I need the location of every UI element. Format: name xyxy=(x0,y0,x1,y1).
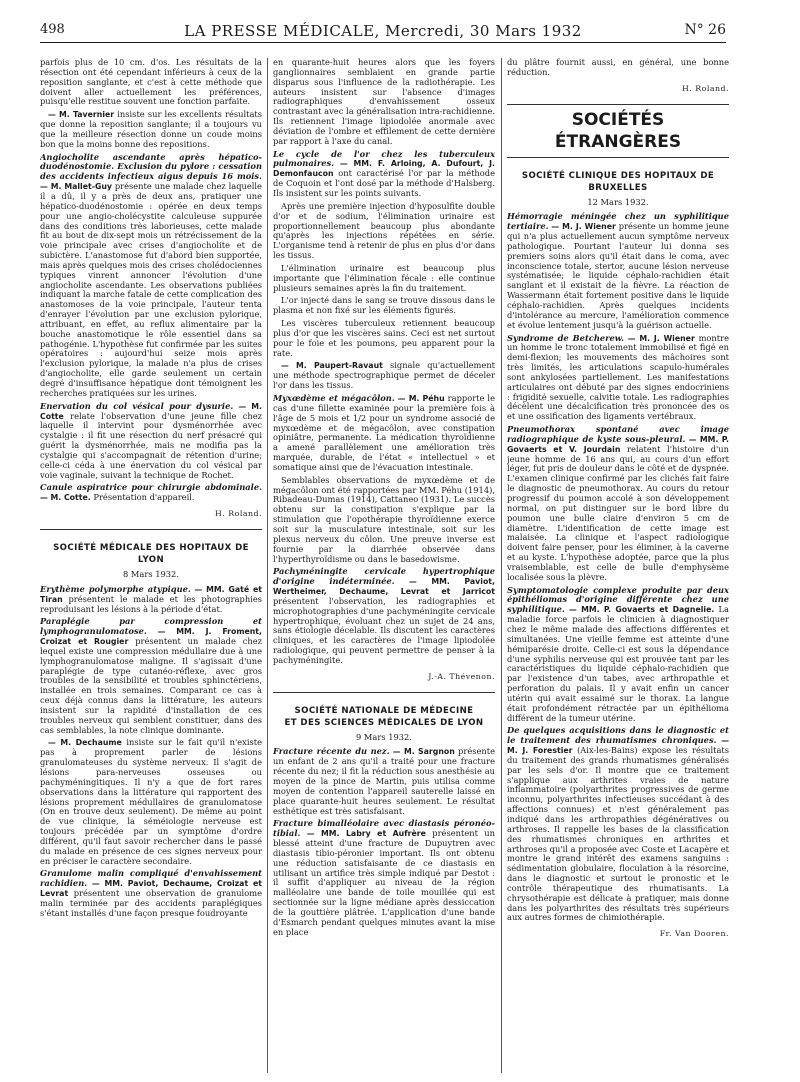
article xyxy=(507,726,729,923)
paragraph: du plâtre fournit aussi, en général, une bonne réduction. xyxy=(507,58,729,77)
author: — M. Sargnon xyxy=(392,747,455,757)
article-title: Paraplégie par compression et lymphogranulomatose. xyxy=(40,616,262,637)
section-heading: SOCIÉTÉS ÉTRANGÈRES xyxy=(507,104,729,158)
column-2 xyxy=(273,58,495,1073)
article xyxy=(40,483,262,503)
body-text: ont caractérisé l'or par la méthode de Coquoin et l'ont dosé par la méthode d'Halsberg. Ils insistent sur les points suivants. xyxy=(273,168,495,198)
author: — M. J. Wiener xyxy=(551,222,616,232)
paragraph xyxy=(507,334,729,423)
signature: J.-A. Thévenon. xyxy=(428,671,495,681)
author: — MM. P. Govaerts et V. Jourdain xyxy=(507,434,729,454)
paragraph xyxy=(273,819,495,937)
author: — MM. Gaté et Tiran xyxy=(40,584,262,604)
paragraph: parfois plus de 10 cm. d'os. Les résultats de la résection ont été cependant inférieurs à ceux de la reposition sanglante, et c'est à cette méthode que doivent aller actuellement les préférences, puisqu'elle restitue souvent une fonction parfaite. xyxy=(40,58,262,107)
author: — M. Cotte xyxy=(40,401,262,421)
article-title: Pneumothorax spontané avec image radiographique de kyste sous-pleural. xyxy=(507,424,729,444)
column-rule xyxy=(501,58,502,1073)
body-text: La maladie force parfois le clinicien à diagnostiquer chez le même malade des affections différentes et simultanées. Une vieille femme est atteinte d'une hémiparésie droite. Celle-ci est sous la dépendance d'une syphilis nerveuse qui est prouvée tant par les caractéristiques du liquide céphalo-rachidien que par l'existence d'un tabes, avec arthropathie et perforation du palais. Il y avait enfin un cancer utérin qui avait essaimé sur le thorax. La langue était profondément rétractée par un épithélioma différent de la tumeur utérine. xyxy=(507,604,729,723)
session-date: 9 Mars 1932. xyxy=(356,731,412,742)
article xyxy=(507,212,729,330)
paragraph: L'or injecté dans le sang se trouve dissous dans le plasma et non fixé sur les éléments figurés. xyxy=(273,295,495,316)
article xyxy=(40,869,262,918)
author: — MM. Paviot, Dechaume, Croizat et Levrat xyxy=(40,879,262,899)
society-heading: SOCIÉTÉ MÉDICALE DES HOPITAUX DE LYON xyxy=(53,542,249,565)
paragraph xyxy=(40,483,262,503)
body-text: insiste sur les excellents résultats que donne la reposition sanglante; il a toujours vu que la meilleure résection donne un coude moins bon que la moins bonne des repositions. xyxy=(40,109,262,149)
body-text: insiste sur le fait qu'il n'existe pas à proprement parler de lésions granulomateuses du système nerveux. Il s'agit de lésions para-nerveuses osseuses ou pachyméningitiques. Il n'y a que de fort rares observations dans la littérature qui rapportent des lésions proprement médullaires de granulomatose (On en trouve deux seulement). De même au point de vue clinique, la séméiologie nerveuse est toujours précédée par un symptôme d'ordre différent, qu'il faut savoir rechercher dans le passé du malade en présence de ces signes nerveux pour en préciser le caractère secondaire. xyxy=(40,737,262,866)
society-heading: SOCIÉTÉ CLINIQUE DES HOPITAUX DE BRUXELLES xyxy=(521,170,715,193)
body-text: présentent un malade chez lequel existe une compression médullaire due à une lymphogranulomatose maligne. Il s'agissait d'une paraplégie de type cutanéo-réflexe, avec gros troubles de la sensibilité et troubles sphinctériens, installée en trois semaines. Comparant ce cas à ceux déjà connus dans la littérature, les auteurs insistent sur la rapidité d'installation de ces troubles nerveux qui semblent constituer, dans des cas semblables, la note clinique dominante. xyxy=(40,636,262,735)
author: — M. Mallet-Guy xyxy=(40,182,112,192)
article xyxy=(40,402,262,481)
author: — M. J. Wiener xyxy=(627,333,695,343)
body-text: présentent le malade et les photographies reproduisant les lésions à la période d'état. xyxy=(40,593,262,614)
society-heading-line: SOCIÉTÉ NATIONALE DE MÉDECINE xyxy=(294,705,474,716)
article xyxy=(40,153,262,399)
article-title: Fracture récente du nez. xyxy=(273,746,390,757)
article-title: Erythème polymorphe atypique. xyxy=(40,583,191,594)
article xyxy=(273,747,495,816)
article-title: Symptomatologie complexe produite par deux épithéliomas d'origine différente chez une syphilitique. xyxy=(507,584,729,615)
paragraph xyxy=(40,402,262,481)
article-title: Pachyméningite cervicale hypertrophique d'origine indéterminée. xyxy=(273,566,495,587)
author: — M. J. Forestier xyxy=(507,736,729,756)
article-title: Canule aspiratrice pour chirurgie abdominale. xyxy=(40,482,262,493)
paragraph xyxy=(273,747,495,816)
article-title: Le cycle de l'or chez les tuberculeux pulmonaires. xyxy=(273,148,495,169)
article xyxy=(273,58,495,147)
author: — MM. P. Govaerts et Dagnelie. xyxy=(569,605,715,615)
divider xyxy=(273,692,495,693)
article xyxy=(273,394,495,564)
paragraph: Après une première injection d'hyposulfite double d'or et de sodium, l'élimination urinaire est proportionnellement beaucoup plus abondante qu'après les injections répétées en série. L'organisme tend à retenir de plus en plus d'or dans les tissus. xyxy=(273,200,495,261)
paragraph: en quarante-huit heures alors que les foyers ganglionnaires semblaient en grande partie disparus sous l'influence de la radiothérapie. Les auteurs insistent sur l'absence d'images radiographiques d'envahissement osseux contrastant avec la généralisation intra-rachidienne. Ils retiennent l'image lipiodolée anormale avec déviation de l'ombre et effilement de cette dernière par rapport à l'axe du canal. xyxy=(273,58,495,146)
body-text: présente un enfant de 2 ans qu'il a traité pour une fracture récente du nez; il fit la réduction sous anesthésie au moyen de la pince de Martin, puis utilisa comme moyen de contention l'appareil sauterelle laissé en place quarante-huit heures seulement. Le résultat esthétique est très satisfaisant. xyxy=(273,746,495,816)
page-number: 498 xyxy=(40,22,65,37)
issue-number: N° 26 xyxy=(684,22,726,38)
journal-title: LA PRESSE MÉDICALE, Mercredi, 30 Mars 1932 xyxy=(184,22,582,40)
paragraph xyxy=(40,869,262,918)
body-text: présentent un blessé atteint d'une fracture de Dupuytren avec diastasis tibio-péronier important. Ils ont obtenu une réduction satisfaisante de ce diastasis en utilisant un artifice très simple indiqué par Destot : il suffit d'appliquer au niveau de la région malléolaire une bande de toile mouillée qui est sectionnée sur la ligne médiane après dessiccation de la gouttière plâtrée. L'application d'une bande d'Esmarch pendant quelques minutes avant la mise en place xyxy=(273,828,495,937)
body-text: Présentation d'appareil. xyxy=(90,492,195,503)
author: — M. Cotte. xyxy=(40,493,91,503)
session-date: 12 Mars 1932. xyxy=(587,196,649,207)
author: — M. Tavernier xyxy=(48,110,115,120)
paragraph xyxy=(40,738,262,866)
paragraph xyxy=(40,617,262,735)
article-title: Enervation du col vésical pour dysurie. xyxy=(40,400,234,411)
body-text: montre un homme le tronc totalement immobilisé et figé en demi-flexion; les mouvements des mâchoires sont très limités, les articulations scapulo-humérales sont ankylosées partiellement. Les manifestations articulaires ont débuté par des signes endocriniens : frigidité sexuelle, calvitie totale. Les radiographies décèlent une décalcification très prononcée des os et une ossification des ligaments vertébraux. xyxy=(507,332,729,422)
column-1 xyxy=(40,58,262,1073)
article-title: Fracture bimalléolaire avec diastasis péronéo-tibial. xyxy=(273,818,495,839)
paragraph xyxy=(273,361,495,391)
article xyxy=(507,586,729,724)
column-3 xyxy=(507,58,729,1073)
body-text: présente un homme jeune qui n'a plus actuellement aucun symptôme nerveux pathologique. Pourtant l'auteur lui donna ses premiers soins alors qu'il était dans le coma, avec inconscience totale, stertor, aucune lésion nerveuse systématisée; le liquide céphalo-rachidien était sanglant et il existait de la fièvre. La réaction de Wassermann était fortement positive dans le liquide céphalo-rachidien. Après quelques incidents d'intolérance au mercure, l'amélioration commence et évolue lentement jusqu'à la guérison actuelle. xyxy=(507,221,729,330)
article xyxy=(40,58,262,150)
article xyxy=(40,585,262,615)
paragraph xyxy=(273,567,495,665)
signature: Fr. Van Dooren. xyxy=(659,929,729,939)
paragraph: Semblables observations de myxœdème et de mégacôlon ont été rapportées par MM. Péhu (1914), Ribadeau-Dumas (1914), Cattaneo (1931). Le succès obtenu sur la constipation s'explique par la stimulation que l'opothérapie thyroïdienne exerce soit sur la musculature intestinale, soit sur les plexus nerveux du côlon. Une preuve inverse est fournie par la diarrhée observée dans l'hyperthyroïdisme ou dans le basedowisme. xyxy=(273,474,495,564)
article xyxy=(273,567,495,665)
author: — MM. J. Froment, Croizat et Rougier xyxy=(40,627,262,647)
body-text: relatent l'histoire d'un jeune homme de 16 ans qui, au cours d'un effort léger, fut pris de douleur dans le côté et de dyspnée. L'examen clinique confirmé par les clichés fait faire le diagnostic de pneumothorax. Au cours du retour progressif du poumon accolé à son développement normal, on put distinguer sur le bord libre du poumon une bulle claire d'environ 5 cm de diamètre. L'identification de cette image est malaisée. La clinique et l'aspect radiologique doivent faire penser, pour les éliminer, à la caverne et au kyste. L'hypothèse adoptée, parce que la plus vraisemblable, est celle de bulle d'emphysème localisée sous la plèvre. xyxy=(507,443,729,582)
author: — M. Dechaume xyxy=(48,738,122,748)
signature: H. Roland. xyxy=(215,509,262,519)
paragraph xyxy=(40,585,262,615)
paragraph xyxy=(507,726,729,923)
author: — MM. F. Arloing, A. Dufourt, J. Demonfaucon xyxy=(273,159,495,179)
article xyxy=(40,617,262,866)
body-text: présentent une observation de granulome malin terminée par des accidents paraplégiques s'étant installés d'une façon presque foudroyante xyxy=(40,888,262,918)
article xyxy=(507,58,729,78)
body-text: relate l'observation d'une jeune fille chez laquelle il intervint pour dysménorrhée avec cystalgie : il fit une résection du nerf présacré qui guérit la dysménorrhée, mais ne modifia pas la cystalgie qui s'accompagnait de rétention d'urine; celle-ci céda à une énervation du col vésical par voie vaginale, suivant la technique de Rochet. xyxy=(40,410,262,480)
paragraph xyxy=(273,150,495,199)
paragraph xyxy=(507,425,729,583)
article-title: Syndrome de Betcherew. xyxy=(507,332,624,343)
article xyxy=(273,150,495,391)
article-title: Angiocholite ascendante après hépatico-duodénostomie. Exclusion du pylore : cessation des accidents infectieux aigus depuis 16 mois. xyxy=(40,151,262,182)
article xyxy=(273,819,495,937)
body-text: signale qu'actuellement une méthode spectrographique permet de déceler l'or dans les tissus. xyxy=(273,360,495,391)
paragraph: Les viscères tuberculeux retiennent beaucoup plus d'or que les viscères sains. Ceci est net surtout pour le foie et les poumons, peu apparent pour la rate. xyxy=(273,318,495,358)
article-title: Myxœdème et mégacôlon. xyxy=(273,393,395,403)
page-header xyxy=(40,22,726,43)
signature: H. Roland. xyxy=(682,83,729,93)
body-text: (Aix-les-Bains) expose les résultats du traitement des grands rhumatismes généralisés par les sels d'or. Il montre que ce traitement s'applique aux arthrites vraies de nature inflammatoire (polyarthrites progressives de germe inconnu, polyarthrites infectieuses succédant à des affections connues) et n'est généralement pas indiqué dans les arthropathies dégénératives ou arthroses. Il rappelle les bases de la classification des rhumatismes chroniques en arthrites et arthroses qu'il a proposée avec Coste et Lacapère et montre le grand intérêt des examens sanguins : sédimentation globulaire, floculation à la résorcine, dans le diagnostic et surtout le pronostic et le contrôle thérapeutique des rhumatisants. La chrysothérapie est délicate à pratiquer, mais donne dans les polyarthrites des résultats très supérieurs aux autres formes de chimiothérapie. xyxy=(507,745,729,923)
divider xyxy=(40,529,262,530)
society-heading xyxy=(273,705,495,729)
article-title: Granulome malin compliqué d'envahissement rachidien. xyxy=(40,868,262,889)
author: — M. Paupert-Ravaut xyxy=(281,361,383,371)
body-text: présentent l'observation, les radiographies et microphotographies d'une pachyméningite cervicale hypertrophique, évoluant chez un sujet de 24 ans, sans étiologie décelable. Ils discutent les caractères cliniques, et les caractères de l'image lipiodolée radiologique, qui peuvent permettre de penser à la pachyméningite. xyxy=(273,595,495,665)
session-date: 8 Mars 1932. xyxy=(123,568,179,579)
author: — M. Péhu xyxy=(397,394,445,403)
article xyxy=(507,425,729,583)
paragraph xyxy=(40,153,262,399)
article xyxy=(507,334,729,423)
body-text: rapporte le cas d'une fillette examinée pour la première fois à l'âge de 5 mois et 1/2 pour un syndrome associé de myxœdème et de mégacôlon, avec constipation opiniâtre, permanente. La médication thyroïdienne a amené parallèlement une amélioration très marquée, durable, de l'état « intellectuel » et somatique ainsi que de l'évacuation intestinale. xyxy=(273,393,495,472)
paragraph: L'élimination urinaire est beaucoup plus importante que l'élimination fécale : elle continue plusieurs semaines après la fin du traitement. xyxy=(273,262,495,293)
paragraph xyxy=(507,212,729,330)
author: — MM. Labry et Aufrère xyxy=(306,829,426,839)
article-title: Hémorragie méningée chez un syphilitique tertiaire. xyxy=(507,211,729,232)
paragraph xyxy=(40,110,262,149)
paragraph xyxy=(507,586,729,724)
paragraph xyxy=(273,394,495,473)
society-heading-line: ET DES SCIENCES MÉDICALES DE LYON xyxy=(284,717,484,728)
author: — MM. Paviot, Wertheimer, Dechaume, Levrat et Jarricot xyxy=(273,577,495,597)
column-rule xyxy=(267,58,268,1073)
body-text: présente une malade chez laquelle il a dû, il y a près de deux ans, pratiquer une hépatico-duodénostomie : opérée en deux temps pour une angio-cholécystite calculeuse suppurée dans des conditions très laborieuses, cette malade fit au bout de dix-sept mois un rétrécissement de la voie principale avec crises d'angiocholite et de subictère. L'anastomose fut d'abord bien supportée, mais après quelques mois des crises cholédociennes typiques vinrent annoncer l'évolution d'une angiocholite ascendante. Les observations publiées indiquant la marche fatale de cette complication des anastomoses de la voie principale, l'auteur tenta d'enrayer l'évolution par une exclusion pylorique, attribuant, en effet, au reflux alimentaire par la bouche anastomotique le rôle essentiel dans sa pathogénie. L'hypothèse fut confirmée par les suites opératoires : aujourd'hui seize mois après l'exclusion pylorique, la malade n'a plus de crises d'angiocholite, elle garde seulement un certain degré d'insuffisance hépatique dont témoignent les recherches pratiquées sur les urines. xyxy=(40,181,262,398)
article-title: De quelques acquisitions dans le diagnostic et le traitement des rhumatismes chroniques. xyxy=(507,725,729,746)
